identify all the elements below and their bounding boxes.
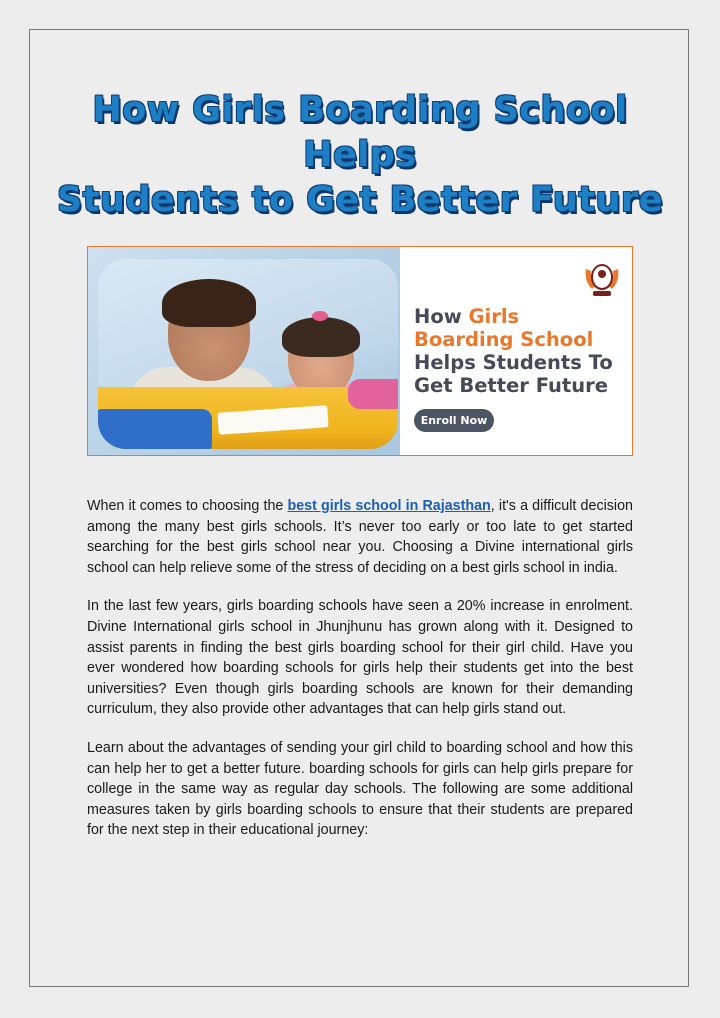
desk-blue-part <box>98 409 212 449</box>
article-body <box>87 496 633 859</box>
paragraph-3: Learn about the advantages of sending your girl child to boarding school and how this can help her to get a better future. boarding schools for girls can help girls prepare for college in the same way as regular day schools. The following are some additional measures taken by girls boarding schools to ensure that their students are prepared for the next step in their educational journey: <box>87 739 633 839</box>
title-line-1: How Girls Boarding School Helps <box>92 90 628 175</box>
paragraph-1 <box>87 496 633 578</box>
banner-heading-line-4: Get Better Future <box>414 374 608 397</box>
paragraph-1-rest: , it's a difficult decision among the many best girls schools. It’s never too early or too late to get started searching for the best girls school near you. Choosing a Divine international girls school can help relieve some of the stress of deciding on a best girls school in india. <box>87 498 633 576</box>
banner-heading <box>414 305 629 397</box>
desk-pink-part <box>348 379 398 409</box>
paragraph-1-intro: When it comes to choosing the <box>87 498 288 514</box>
banner-heading-accent: Girls <box>468 305 520 328</box>
paragraph-2: In the last few years, girls boarding schools have seen a 20% increase in enrolment. Divine International girls school in Jhunjhunu has grown along with it. Designed to assist parents in finding the best girls boarding school for their girl child. Have you ever wondered how boarding schools for girls help their students get into the best universities? Even though girls boarding schools are known for their demanding curriculum, they also provide other advantages that can help girls stand out. <box>87 598 633 718</box>
document-title <box>30 88 690 223</box>
banner-heading-line-3: Helps Students To <box>414 351 613 374</box>
banner-photo <box>88 247 400 455</box>
title-line-2: Students to Get Better Future <box>57 180 663 220</box>
banner-heading-prefix: How <box>414 305 469 328</box>
banner-heading-line-1 <box>414 305 629 328</box>
promo-banner <box>87 246 633 456</box>
enroll-now-button[interactable]: Enroll Now <box>414 409 494 432</box>
child-left-hair <box>162 279 256 327</box>
child-right-hair <box>282 317 360 357</box>
banner-heading-line-2: Boarding School <box>414 328 594 351</box>
best-girls-school-link[interactable]: best girls school in Rajasthan <box>287 498 491 514</box>
hair-bow <box>312 311 328 321</box>
school-crest-icon <box>582 259 622 303</box>
classroom-photo <box>98 259 398 449</box>
